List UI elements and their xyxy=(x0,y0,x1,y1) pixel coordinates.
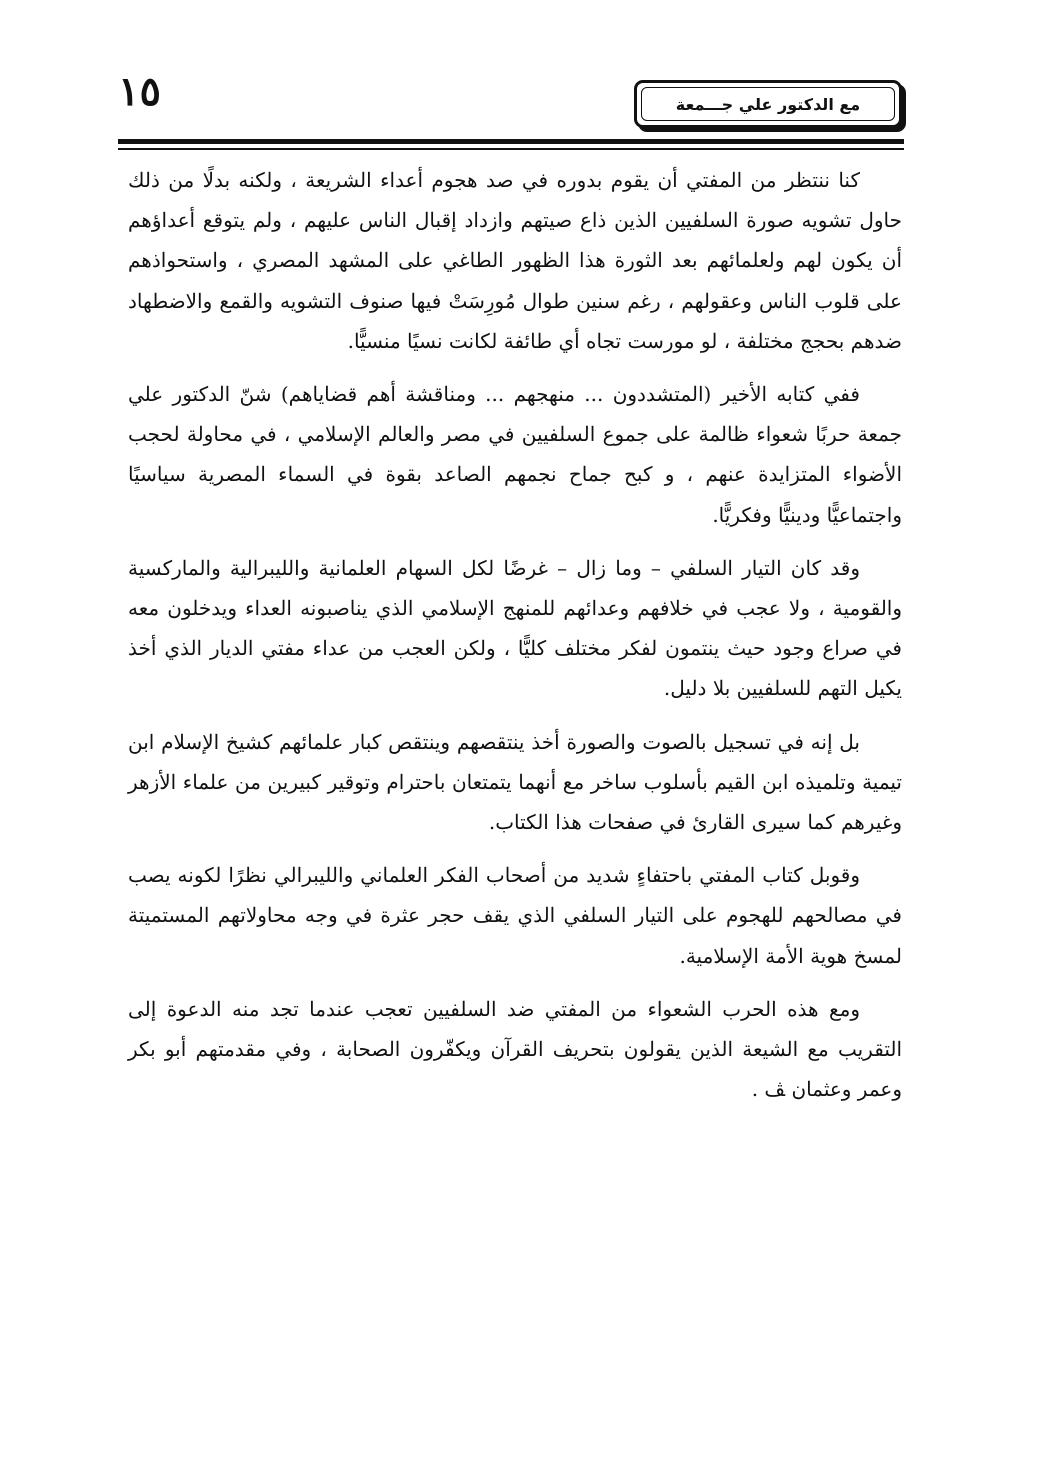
paragraph: وقد كان التيار السلفي – وما زال – غرضًا لكل السهام العلمانية والليبرالية والماركسية والقومية ، ولا عجب في خلافهم وعدائهم للمنهج الإسلامي الذي يناصبونه العداء ويدخلون معه في صراع وجود حيث ينتمون لفكر مختلف كليًّا ، ولكن العجب من عداء مفتي الديار الذي أخذ يكيل التهم للسلفيين بلا دليل. xyxy=(128,555,902,701)
header-rule-thin xyxy=(118,148,904,150)
paragraph: ففي كتابه الأخير (المتشددون ... منهجهم ... ومناقشة أهم قضاياهم) شنّ الدكتور علي جمعة حربًا شعواء ظالمة على جموع السلفيين في مصر والعالم الإسلامي ، في محاولة لحجب الأضواء المتزايدة عنهم ، و كبح جماح نجمهم الصاعد بقوة في السماء المصرية سياسيًا واجتماعيًّا ودينيًّا وفكريًّا. xyxy=(128,382,902,527)
paragraph: بل إنه في تسجيل بالصوت والصورة أخذ ينتقصهم وينتقص كبار علمائهم كشيخ الإسلام ابن تيمية وتلميذه ابن القيم بأسلوب ساخر مع أنهما يتمتعان باحترام وتوقير كبيرين من علماء الأزهر وغيرهم كما سيرى القارئ في صفحات هذا الكتاب. xyxy=(128,729,902,835)
header-rule-thick xyxy=(118,139,904,144)
page-number: ١٥ xyxy=(118,68,161,115)
paragraph: ومع هذه الحرب الشعواء من المفتي ضد السلفيين تعجب عندما تجد منه الدعوة إلى التقريب مع الشيعة الذين يقولون بتحريف القرآن ويكفّرون الصحابة ، وفي مقدمتهم أبو بكر وعمر وعثمان ﭫ . xyxy=(128,996,902,1102)
running-title: مع الدكتور علي جـــمعة xyxy=(641,87,895,121)
running-title-box xyxy=(634,80,902,128)
paragraph: كنا ننتظر من المفتي أن يقوم بدوره في صد هجوم أعداء الشريعة ، ولكنه بدلًا من ذلك حاول تشويه صورة السلفيين الذين ذاع صيتهم وازداد إقبال الناس عليهم ، ولم يتوقع أعداؤهم أن يكون لهم ولعلمائهم بعد الثورة هذا الظهور الطاغي على المشهد المصري ، واستحواذهم على قلوب الناس وعقولهم ، رغم سنين طوال مُورِسَتْ فيها صنوف التشويه والقمع والاضطهاد ضدهم بحجج مختلفة ، لو مورست تجاه أي طائفة لكانت نسيًا منسيًّا. xyxy=(128,168,902,353)
body-text xyxy=(128,160,902,1122)
paragraph: وقوبل كتاب المفتي باحتفاءٍ شديد من أصحاب الفكر العلماني والليبرالي نظرًا لكونه يصب في مصالحهم للهجوم على التيار السلفي الذي يقف حجر عثرة في وجه محاولاتهم المستميتة لمسخ هوية الأمة الإسلامية. xyxy=(128,863,902,968)
